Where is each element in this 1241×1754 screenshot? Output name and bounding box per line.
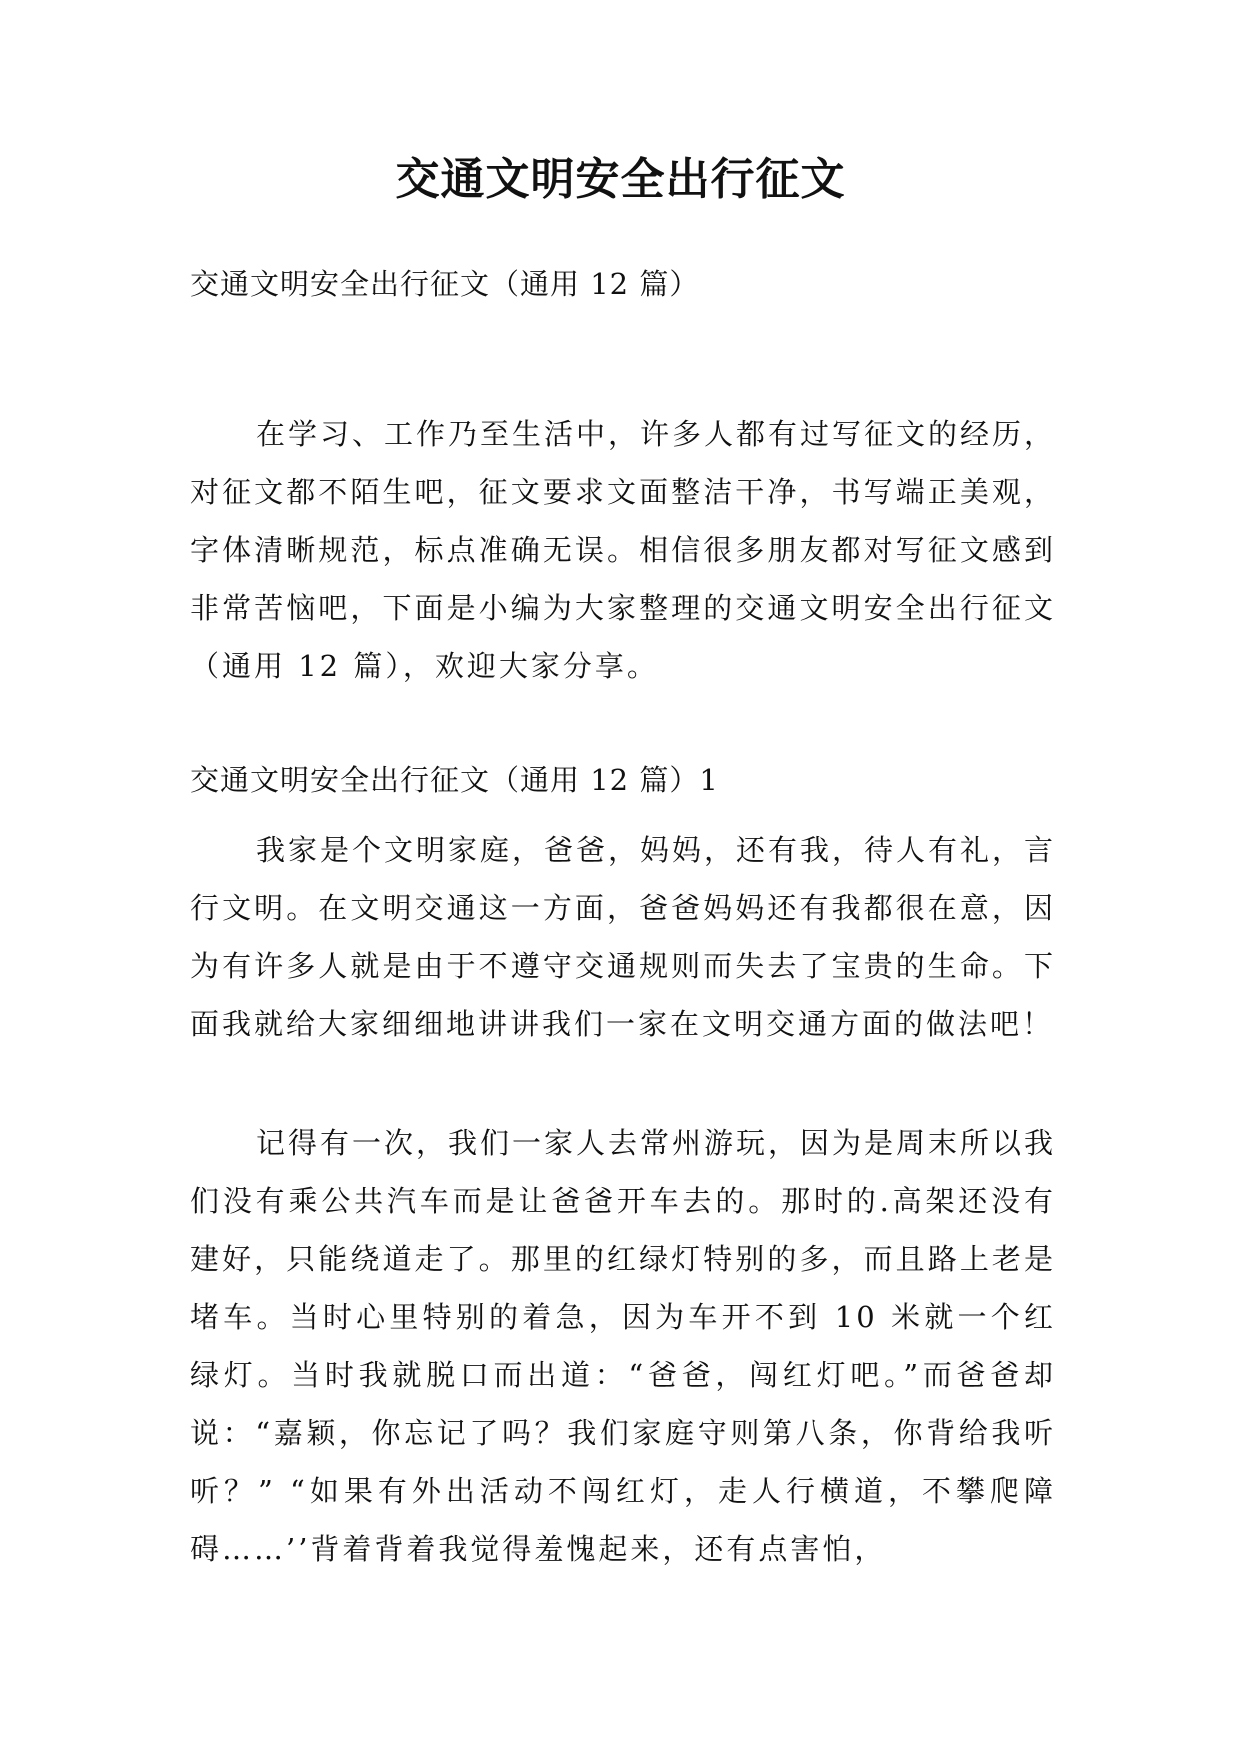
body-paragraph: 记得有一次，我们一家人去常州游玩，因为是周末所以我们没有乘公共汽车而是让爸爸开车去的。那时的.高架还没有建好，只能绕道走了。那里的红绿灯特别的多，而且路上老是堵车。当时心里特别的着急，因为车开不到 10 米就一个红绿灯。当时我就脱口而出道：“爸爸，闯红灯吧。”而爸爸却说：“嘉颖，你忘记了吗？我们家庭守则第八条，你背给我听听？” “如果有外出活动不闯红灯，走人行横道，不攀爬障碍……’’背着背着我觉得羞愧起来，还有点害怕， (190, 1126, 1057, 1566)
document-title: 交通文明安全出行征文 (395, 154, 846, 205)
body-paragraph: 我家是个文明家庭，爸爸，妈妈，还有我，待人有礼，言行文明。在文明交通这一方面，爸爸妈妈还有我都很在意，因为有许多人就是由于不遵守交通规则而失去了宝贵的生命。下面我就给大家细细地讲讲我们一家在文明交通方面的做法吧！ (190, 833, 1057, 1041)
intro-paragraph: 在学习、工作乃至生活中，许多人都有过写征文的经历，对征文都不陌生吧，征文要求文面整洁干净，书写端正美观，字体清晰规范，标点准确无误。相信很多朋友都对写征文感到非常苦恼吧，下面是小编为大家整理的交通文明安全出行征文（通用 12 篇），欢迎大家分享。 (190, 417, 1057, 683)
section-heading: 交通文明安全出行征文（通用 12 篇）1 (190, 763, 719, 797)
document-subtitle: 交通文明安全出行征文（通用 12 篇） (190, 267, 700, 301)
